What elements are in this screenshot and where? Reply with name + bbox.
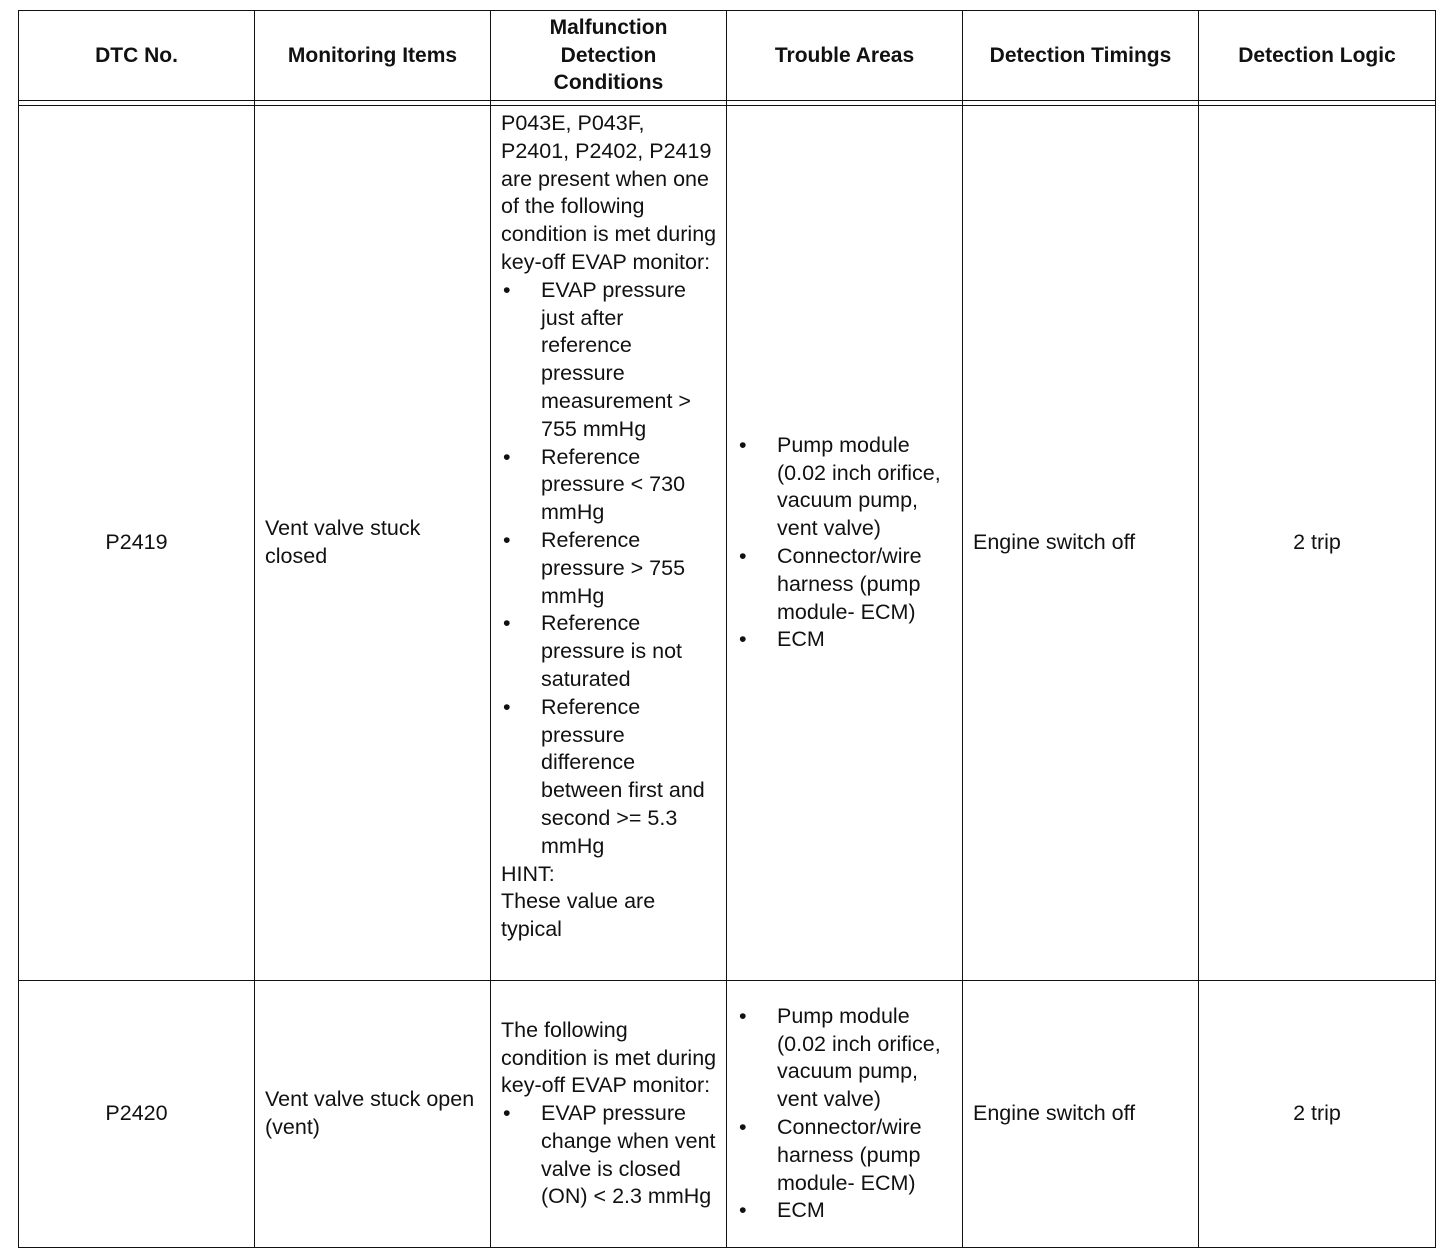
bullet-icon: • (503, 694, 511, 719)
detection-timing-cell: Engine switch off (963, 981, 1199, 1248)
conditions-intro: P043E, P043F, P2401, P2402, P2419 are present when one of the following condition is met during key-off EVAP monitor: (501, 111, 717, 274)
bullet-icon: • (739, 627, 747, 652)
trouble-area-item: • ECM (737, 1197, 956, 1225)
condition-item: • EVAP pressure just after reference pressure measurement > 755 mmHg (503, 277, 691, 441)
trouble-areas-cell (727, 981, 963, 1248)
detection-logic-cell: 2 trip (1199, 981, 1436, 1248)
bullet-icon: • (739, 1003, 747, 1028)
header-dtc-no: DTC No. (19, 11, 255, 101)
bullet-icon: • (503, 277, 511, 302)
header-malfunction-conditions: Malfunction Detection Conditions (491, 11, 727, 101)
conditions-list (501, 1100, 718, 1211)
conditions-cell (491, 981, 727, 1248)
table-row (19, 106, 1436, 981)
trouble-areas-cell (727, 106, 963, 981)
trouble-area-item: • Pump module (0.02 inch orifice, vacuum pump, vent valve) (739, 1003, 941, 1112)
conditions-cell (491, 106, 727, 981)
condition-item: • Reference pressure < 730 mmHg (503, 444, 686, 525)
table-row (19, 981, 1436, 1248)
trouble-areas-list (737, 432, 956, 654)
hint-label: HINT: (501, 861, 555, 886)
header-detection-logic: Detection Logic (1199, 11, 1436, 101)
conditions-list (501, 277, 718, 861)
bullet-icon: • (503, 1101, 511, 1126)
header-monitoring-items: Monitoring Items (255, 11, 491, 101)
bullet-icon: • (739, 544, 747, 568)
bullet-icon: • (739, 432, 747, 457)
condition-item: • Reference pressure difference between first and second >= 5.3 mmHg (503, 694, 705, 858)
trouble-areas-list (737, 1003, 956, 1225)
bullet-icon: • (503, 527, 511, 552)
detection-timing-cell: Engine switch off (963, 106, 1199, 981)
trouble-area-item: • ECM (737, 626, 956, 654)
dtc-cell: P2419 (19, 106, 255, 981)
detection-logic-cell: 2 trip (1199, 106, 1436, 981)
hint-text: These value are typical (501, 889, 656, 942)
trouble-area-item: • Pump module (0.02 inch orifice, vacuum pump, vent valve) (739, 432, 941, 541)
bullet-icon: • (739, 1115, 747, 1139)
bullet-icon: • (503, 611, 511, 636)
dtc-cell: P2420 (19, 981, 255, 1248)
dtc-table (18, 10, 1436, 1248)
header-row (19, 11, 1436, 101)
condition-item: • Reference pressure > 755 mmHg (503, 527, 686, 608)
header-detection-timings: Detection Timings (963, 11, 1199, 101)
header-trouble-areas: Trouble Areas (727, 11, 963, 101)
monitoring-item-cell: Vent valve stuck open (vent) (255, 981, 491, 1248)
monitoring-item-cell: Vent valve stuck closed (255, 106, 491, 981)
bullet-icon: • (503, 444, 511, 469)
trouble-area-item: • Connector/wire harness (pump module- ECM) (739, 1115, 922, 1195)
condition-item: • Reference pressure is not saturated (503, 611, 683, 691)
bullet-icon: • (739, 1198, 747, 1223)
trouble-area-item: • Connector/wire harness (pump module- ECM) (739, 544, 922, 624)
conditions-intro: The following condition is met during key-off EVAP monitor: (501, 1017, 717, 1098)
condition-item: • EVAP pressure change when vent valve is closed (ON) < 2.3 mmHg (503, 1101, 716, 1209)
